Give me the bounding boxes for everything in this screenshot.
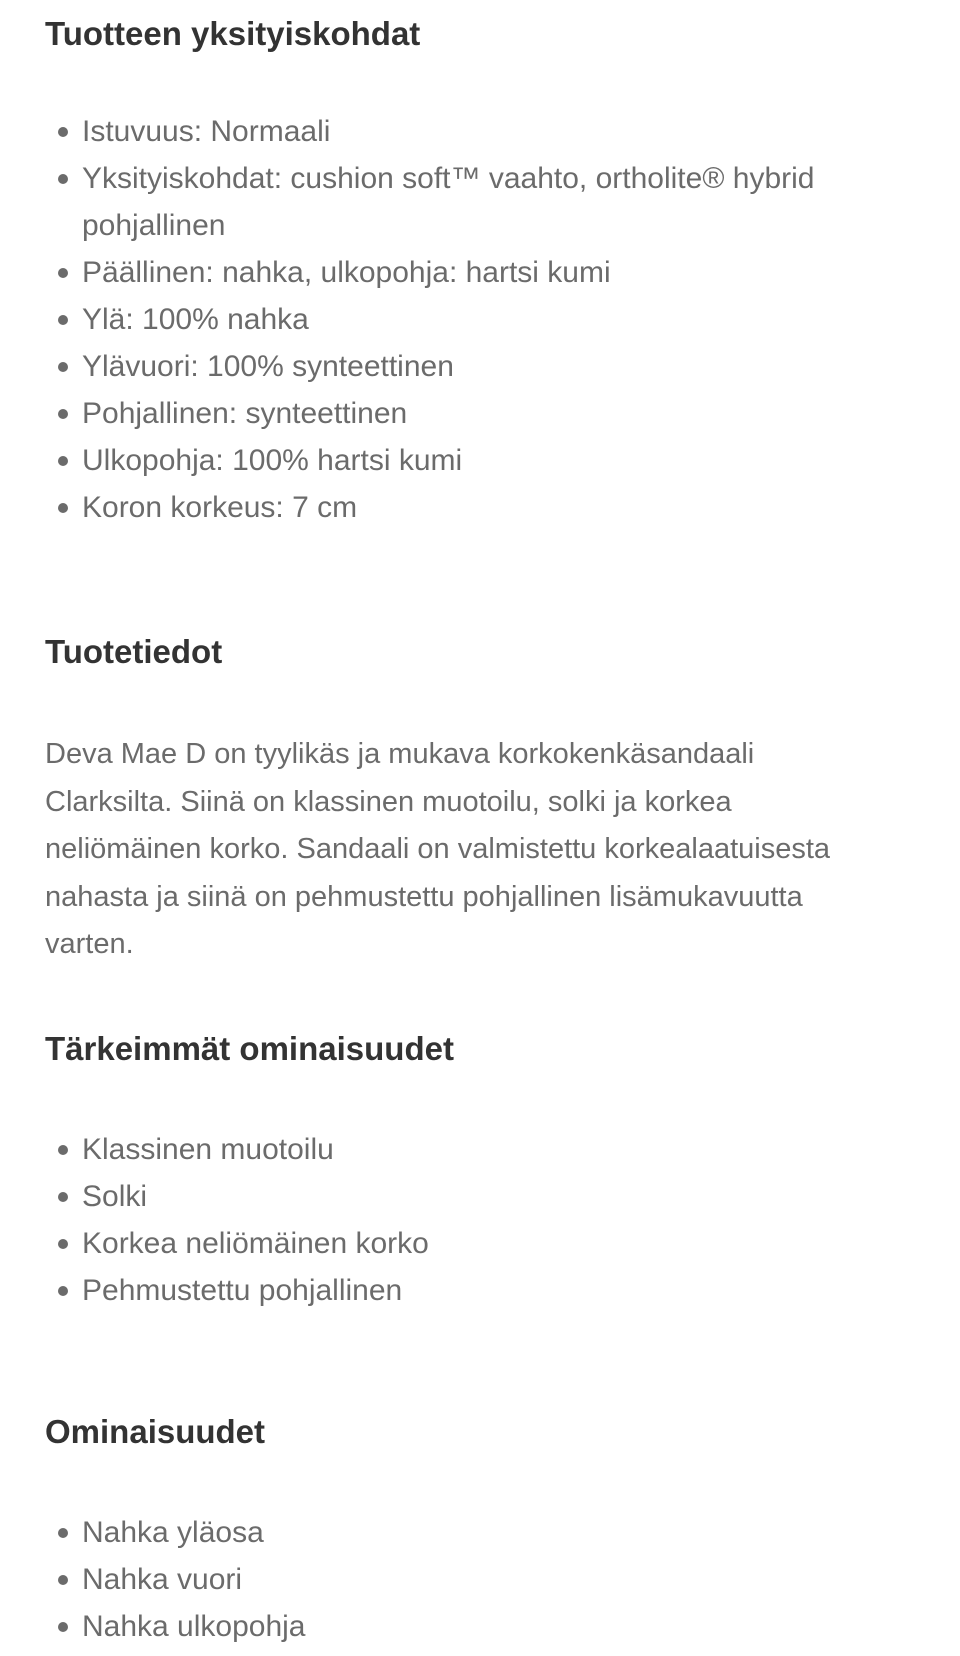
bullet-icon — [58, 127, 68, 137]
bullet-icon — [58, 174, 68, 184]
list-item — [45, 437, 835, 484]
bullet-icon — [58, 268, 68, 278]
section-title: Tärkeimmät ominaisuudet — [45, 1030, 454, 1067]
product-details-section — [45, 14, 925, 531]
bullet-icon — [58, 1239, 68, 1249]
key-features-section — [45, 1029, 925, 1314]
item-text: Istuvuus: Normaali — [82, 115, 331, 148]
details-list — [45, 108, 835, 531]
item-text: Klassinen muotoilu — [82, 1133, 334, 1166]
list-item — [45, 1603, 925, 1650]
bullet-icon — [58, 362, 68, 372]
bullet-icon — [58, 456, 68, 466]
product-description: Deva Mae D on tyylikäs ja mukava korkokenkäsandaali Clarksilta. Siinä on klassinen muotoilu, solki ja korkea neliömäinen korko. Sandaali on valmistettu korkealaatuisesta nahasta ja siinä on pehmustettu pohjallinen lisämukavuutta varten. — [45, 738, 831, 960]
item-text: Nahka yläosa — [82, 1516, 264, 1549]
list-item — [45, 390, 835, 437]
product-info-section — [45, 632, 925, 969]
list-item — [45, 1173, 925, 1220]
section-title: Tuotteen yksityiskohdat — [45, 15, 421, 52]
list-item — [45, 296, 835, 343]
list-item — [45, 343, 835, 390]
item-text: Koron korkeus: 7 cm — [82, 491, 358, 524]
item-text: Nahka vuori — [82, 1563, 243, 1596]
list-item — [45, 1509, 925, 1556]
list-item — [45, 1126, 925, 1173]
list-item — [45, 484, 835, 531]
bullet-icon — [58, 409, 68, 419]
item-text: Päällinen: nahka, ulkopohja: hartsi kumi — [82, 256, 611, 289]
list-item — [45, 249, 835, 296]
item-text: Korkea neliömäinen korko — [82, 1227, 429, 1260]
features-section — [45, 1412, 925, 1650]
section-title: Tuotetiedot — [45, 633, 223, 670]
bullet-icon — [58, 1575, 68, 1585]
list-item — [45, 1267, 925, 1314]
bullet-icon — [58, 315, 68, 325]
item-text: Solki — [82, 1180, 148, 1213]
bullet-icon — [58, 503, 68, 513]
item-text: Ylä: 100% nahka — [82, 303, 309, 336]
bullet-icon — [58, 1622, 68, 1632]
bullet-icon — [58, 1192, 68, 1202]
item-text: Yksityiskohdat: cushion soft™ vaahto, ortholite® hybrid pohjallinen — [82, 162, 815, 242]
item-text: Ylävuori: 100% synteettinen — [82, 350, 454, 383]
bullet-icon — [58, 1145, 68, 1155]
list-item — [45, 1556, 925, 1603]
features-list — [45, 1509, 925, 1650]
item-text: Ulkopohja: 100% hartsi kumi — [82, 444, 463, 477]
list-item — [45, 1220, 925, 1267]
bullet-icon — [58, 1528, 68, 1538]
section-title: Ominaisuudet — [45, 1413, 266, 1450]
item-text: Nahka ulkopohja — [82, 1610, 306, 1643]
key-features-list — [45, 1126, 925, 1314]
item-text: Pehmustettu pohjallinen — [82, 1274, 403, 1307]
bullet-icon — [58, 1286, 68, 1296]
list-item — [45, 108, 835, 155]
list-item — [45, 155, 835, 249]
item-text: Pohjallinen: synteettinen — [82, 397, 408, 430]
